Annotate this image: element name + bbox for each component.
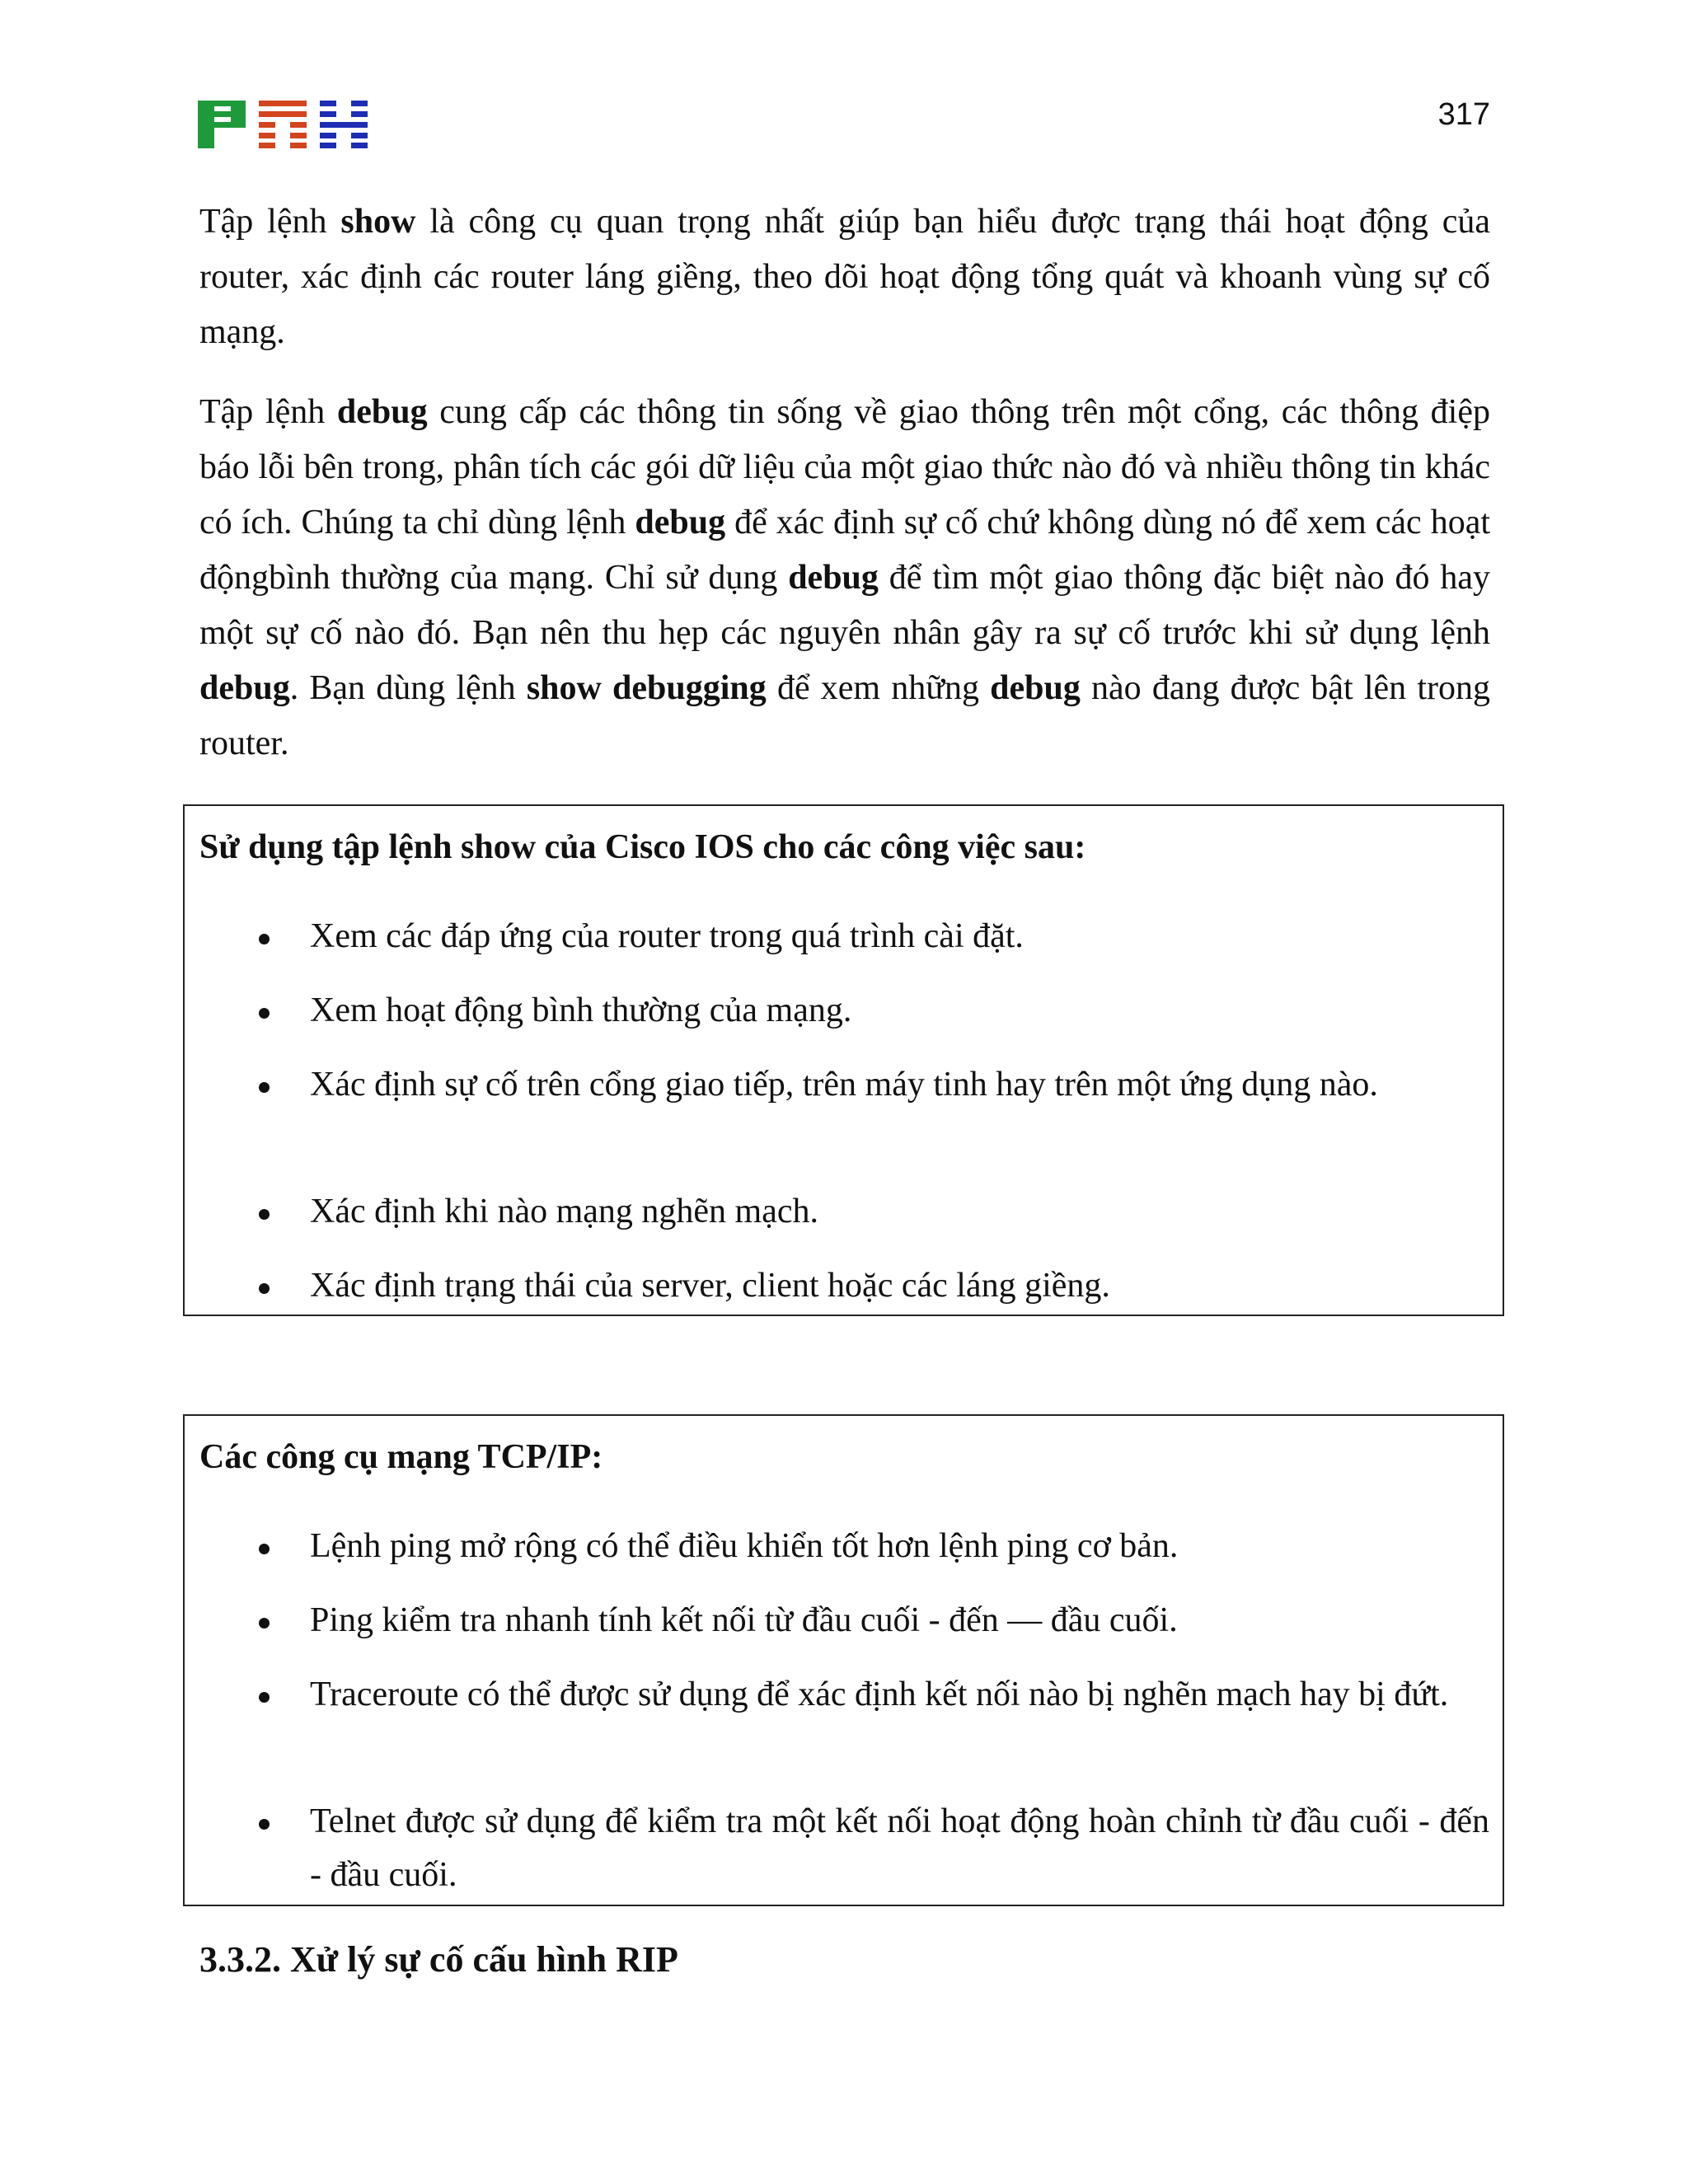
bold-command: debug [199,669,290,707]
box-title: Các công cụ mạng TCP/IP: [199,1438,603,1476]
paragraph-show-intro [199,194,1490,360]
bold-command: debug [788,559,879,597]
bold-command: debug [336,393,428,431]
bullet-icon [259,1283,270,1294]
bullet-icon [259,1544,270,1554]
list-item [199,1594,1489,1647]
text-run: để xác định sự cố chứ không dùng nó để xem các hoạt độngbình thường của mạng. Chỉ sử dụng [199,504,1491,597]
bullet-icon [259,1209,270,1220]
list-item-text: Xem hoạt động bình thường của mạng. [310,991,852,1029]
text-run: là công cụ quan trọng nhất giúp bạn hiểu được trạng thái hoạt động của router, xác định các router láng giềng, theo dõi hoạt động tổng quát và khoanh vùng sự cố mạng. [199,203,1491,351]
list-item [199,910,1489,963]
paragraph-debug-intro [199,385,1490,771]
list-item-text: Xác định sự cố trên cổng giao tiếp, trên máy tinh hay trên một ứng dụng nào. [310,1066,1378,1104]
tcpip-tools-box [183,1414,1504,1906]
list-item-text: Xác định trạng thái của server, client hoặc các láng giềng. [310,1267,1110,1305]
bullet-icon [259,1692,270,1703]
bullet-icon [259,1618,270,1629]
page-number: 317 [1437,97,1490,132]
text-run: nào đang được bật lên trong router. [199,669,1490,762]
list-item-text: Lệnh ping mở rộng có thể điều khiển tốt hơn lệnh ping cơ bản. [310,1527,1179,1565]
list-item [199,1259,1489,1313]
list-item-text: Xem các đáp ứng của router trong quá trình cài đặt. [310,917,1024,955]
list-item-text: Ping kiểm tra nhanh tính kết nối từ đầu cuối - đến — đầu cuối. [310,1601,1178,1639]
logo-letter-n [259,101,307,148]
bold-command: show [340,203,416,241]
text-run: Tập lệnh [199,203,341,241]
bold-command: show debugging [526,669,767,707]
list-item [199,1520,1489,1573]
logo-letter-p [198,101,246,148]
box-title: Sử dụng tập lệnh show của Cisco IOS cho các công việc sau: [199,828,1086,866]
text-run: Tập lệnh [199,393,337,431]
bullet-icon [259,1082,270,1093]
bullet-icon [259,1008,270,1019]
list-item-text: Traceroute có thể được sử dụng để xác định kết nối nào bị nghẽn mạch hay bị đứt. [310,1675,1449,1713]
list-item-text: Xác định khi nào mạng nghẽn mạch. [310,1193,818,1230]
list-item [199,984,1489,1038]
show-commands-box [183,804,1504,1316]
pnh-logo [198,101,368,148]
bold-command: debug [635,504,726,541]
list-item [199,1058,1489,1112]
list-item [199,1795,1489,1902]
bullet-icon [259,1819,270,1830]
list-item [199,1185,1489,1239]
list-item [199,1668,1489,1722]
text-run: . Bạn dùng lệnh [289,669,527,707]
list-item-text: Telnet được sử dụng để kiểm tra một kết nối hoạt động hoàn chỉnh từ đầu cuối - đến - đầu cuối. [310,1802,1489,1894]
logo-letter-h [320,101,368,148]
section-heading: 3.3.2. Xử lý sự cố cấu hình RIP [199,1939,678,1980]
text-run: để tìm một giao thông đặc biệt nào đó hay một sự cố nào đó. Bạn nên thu hẹp các nguyên nhân gây ra sự cố trước khi sử dụng lệnh [199,559,1490,652]
bold-command: debug [990,669,1081,707]
text-run: để xem những [766,669,991,707]
text-run: cung cấp các thông tin sống về giao thông trên một cổng, các thông điệp báo lỗi bên trong, phân tích các gói dữ liệu của một giao thức nào đó và nhiều thông tin khác có ích. Chúng ta chỉ dùng lệnh [199,393,1490,541]
bullet-icon [259,934,270,944]
